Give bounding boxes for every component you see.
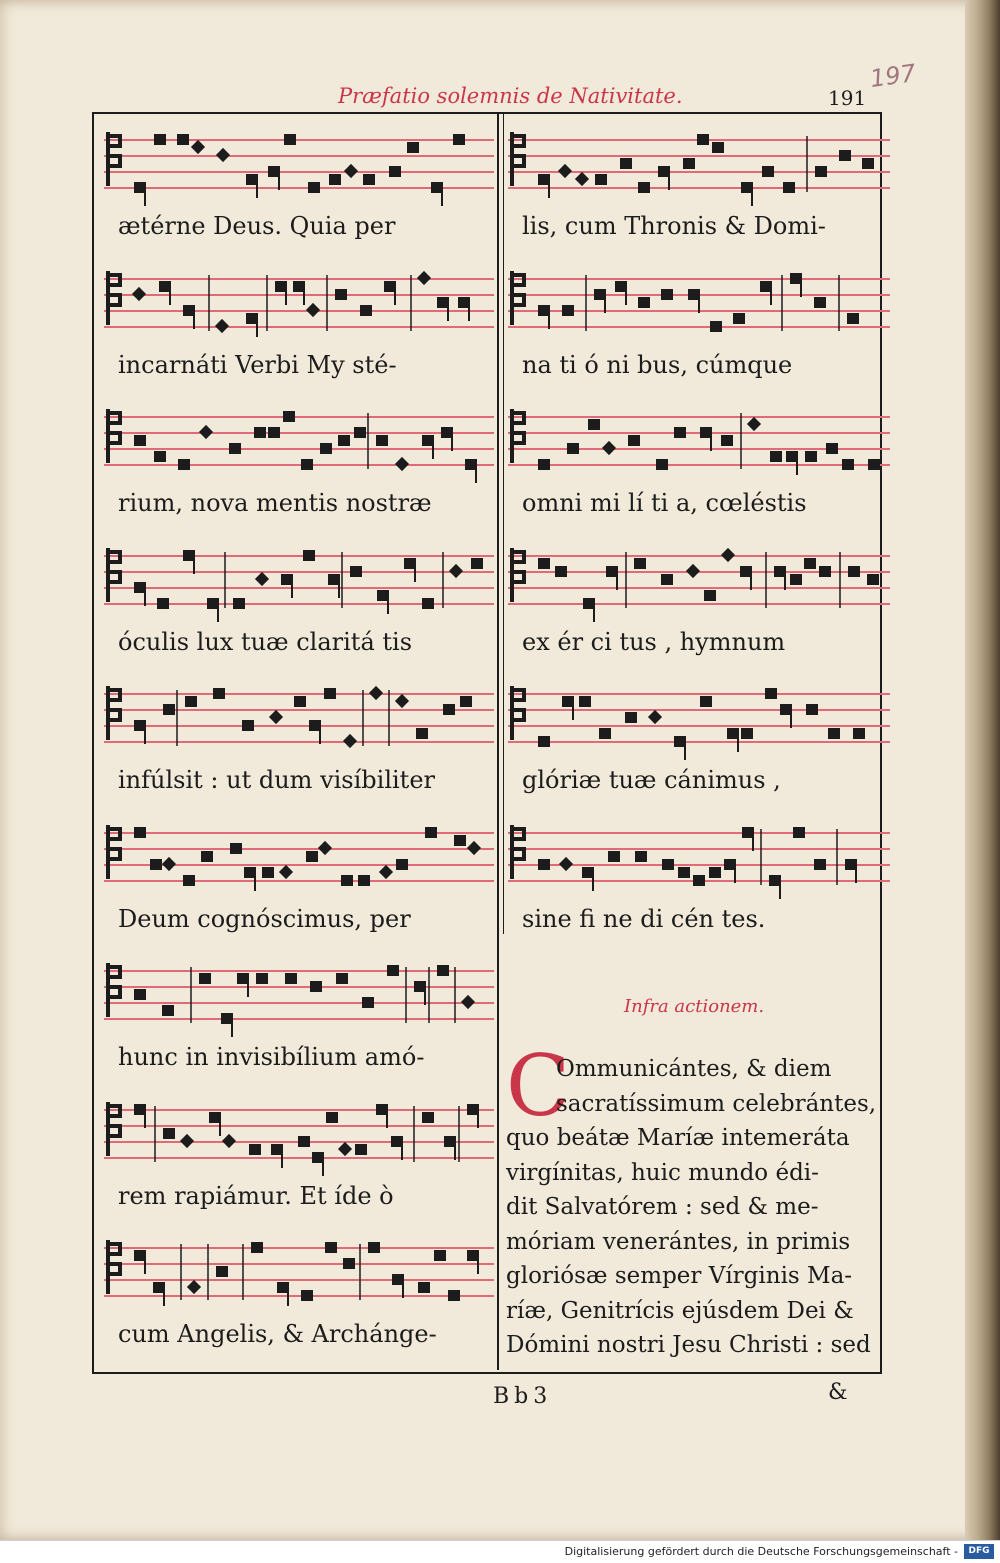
neume-note bbox=[329, 174, 341, 185]
lyric-line: cum Angelis, & Archánge- bbox=[118, 1320, 437, 1348]
neume-note bbox=[416, 728, 428, 739]
neume-note bbox=[437, 297, 449, 308]
chant-staff bbox=[104, 265, 494, 345]
prose-line: Dómini nostri Jesu Christi : sed bbox=[506, 1332, 871, 1358]
neume-note bbox=[848, 566, 860, 577]
neume-note bbox=[805, 451, 817, 462]
lyric-line: ætérne Deus. Quia per bbox=[118, 212, 396, 240]
neume-note bbox=[308, 182, 320, 193]
neume-note bbox=[324, 688, 336, 699]
neume-note bbox=[306, 851, 318, 862]
neume-note bbox=[467, 840, 481, 854]
neume-note bbox=[301, 459, 313, 470]
neume-note bbox=[431, 182, 443, 193]
neume-note bbox=[318, 840, 332, 854]
neume-note bbox=[216, 1266, 228, 1277]
neume-note bbox=[414, 981, 426, 992]
neume-note bbox=[443, 704, 455, 715]
neume-note bbox=[215, 318, 229, 332]
neume-note bbox=[320, 443, 332, 454]
lyric-line: sine fi ne di cén tes. bbox=[522, 904, 766, 933]
neume-note bbox=[162, 1005, 174, 1016]
lyric-line: na ti ó ni bus, cúmque bbox=[522, 350, 793, 379]
neume-note bbox=[384, 281, 396, 292]
neume-note bbox=[656, 459, 668, 470]
neume-note bbox=[806, 704, 818, 715]
neume-note bbox=[335, 289, 347, 300]
neume-note bbox=[271, 1144, 283, 1155]
neume-note bbox=[710, 321, 722, 332]
neume-note bbox=[132, 286, 146, 300]
neume-note bbox=[201, 851, 213, 862]
neume-note bbox=[163, 1128, 175, 1139]
neume-note bbox=[229, 443, 241, 454]
chant-staff bbox=[104, 403, 494, 483]
neume-note bbox=[770, 451, 782, 462]
neume-note bbox=[562, 696, 574, 707]
prose-line: móriam venerántes, in primis bbox=[506, 1228, 851, 1255]
neume-note bbox=[648, 710, 662, 724]
neume-note bbox=[688, 289, 700, 300]
neume-note bbox=[221, 1013, 233, 1024]
neume-note bbox=[721, 435, 733, 446]
lyric-line: ex ér ci tus , hymnum bbox=[522, 627, 786, 656]
neume-note bbox=[790, 273, 802, 284]
neume-note bbox=[661, 289, 673, 300]
neume-note bbox=[395, 457, 409, 471]
neume-note bbox=[628, 435, 640, 446]
neume-note bbox=[819, 566, 831, 577]
neume-note bbox=[294, 696, 306, 707]
chant-staff bbox=[104, 680, 494, 760]
neume-note bbox=[233, 598, 245, 609]
neume-note bbox=[207, 598, 219, 609]
neume-note bbox=[343, 1258, 355, 1269]
neume-note bbox=[441, 427, 453, 438]
neume-note bbox=[422, 1112, 434, 1123]
neume-note bbox=[606, 566, 618, 577]
neume-note bbox=[567, 443, 579, 454]
neume-note bbox=[635, 851, 647, 862]
neume-note bbox=[741, 728, 753, 739]
neume-note bbox=[358, 875, 370, 886]
lyric-line: lis, cum Thronis & Domi- bbox=[522, 212, 826, 240]
neume-note bbox=[180, 1133, 194, 1147]
prose-line: ríæ, Genitrícis ejúsdem Dei & bbox=[506, 1297, 854, 1324]
neume-note bbox=[153, 1282, 165, 1293]
neume-note bbox=[538, 459, 550, 470]
section-heading: Infra actionem. bbox=[624, 996, 765, 1017]
lyric-line: rium, nova mentis nostræ bbox=[118, 489, 432, 517]
neume-note bbox=[674, 427, 686, 438]
drop-initial: C bbox=[506, 1037, 571, 1135]
neume-note bbox=[793, 827, 805, 838]
neume-note bbox=[251, 1242, 263, 1253]
neume-note bbox=[615, 281, 627, 292]
neume-note bbox=[678, 867, 690, 878]
neume-note bbox=[741, 182, 753, 193]
neume-note bbox=[341, 875, 353, 886]
neume-note bbox=[762, 166, 774, 177]
neume-note bbox=[683, 158, 695, 169]
neume-note bbox=[826, 443, 838, 454]
neume-note bbox=[244, 867, 256, 878]
neume-note bbox=[162, 856, 176, 870]
neume-note bbox=[392, 1274, 404, 1285]
neume-note bbox=[740, 566, 752, 577]
neume-note bbox=[183, 875, 195, 886]
neume-note bbox=[422, 598, 434, 609]
lyric-line: rem rapiámur. Et íde ò bbox=[118, 1181, 394, 1210]
neume-note bbox=[298, 1136, 310, 1147]
neume-note bbox=[355, 1144, 367, 1155]
neume-note bbox=[638, 182, 650, 193]
neume-note bbox=[303, 550, 315, 561]
chant-staff bbox=[508, 542, 890, 622]
neume-note bbox=[343, 734, 357, 748]
neume-note bbox=[344, 164, 358, 178]
folio-mark: 197 bbox=[868, 58, 918, 94]
neume-note bbox=[638, 297, 650, 308]
neume-note bbox=[191, 140, 205, 154]
neume-note bbox=[620, 158, 632, 169]
neume-note bbox=[269, 710, 283, 724]
neume-note bbox=[658, 166, 670, 177]
neume-note bbox=[310, 981, 322, 992]
neume-note bbox=[538, 305, 550, 316]
neume-note bbox=[594, 289, 606, 300]
lyric-line: óculis lux tuæ claritá tis bbox=[118, 627, 413, 656]
neume-note bbox=[134, 827, 146, 838]
column-divider bbox=[497, 114, 499, 1370]
neume-note bbox=[242, 720, 254, 731]
neume-note bbox=[387, 965, 399, 976]
neume-note bbox=[326, 1112, 338, 1123]
neume-note bbox=[747, 417, 761, 431]
neume-note bbox=[448, 1290, 460, 1301]
neume-note bbox=[828, 728, 840, 739]
neume-note bbox=[674, 736, 686, 747]
neume-note bbox=[790, 574, 802, 585]
neume-note bbox=[209, 1112, 221, 1123]
page-edge bbox=[965, 0, 1000, 1540]
neume-note bbox=[625, 712, 637, 723]
neume-note bbox=[538, 558, 550, 569]
neume-note bbox=[700, 427, 712, 438]
neume-note bbox=[185, 696, 197, 707]
lyric-line: glóriæ tuæ cánimus , bbox=[522, 766, 781, 794]
neume-note bbox=[588, 419, 600, 430]
neume-note bbox=[199, 425, 213, 439]
neume-note bbox=[814, 859, 826, 870]
neume-note bbox=[376, 1104, 388, 1115]
chant-staff bbox=[104, 1234, 494, 1314]
neume-note bbox=[150, 859, 162, 870]
neume-note bbox=[599, 728, 611, 739]
neume-note bbox=[444, 1136, 456, 1147]
neume-note bbox=[285, 973, 297, 984]
neume-note bbox=[159, 281, 171, 292]
prose-line: virgínitas, huic mundo édi- bbox=[506, 1159, 819, 1186]
lyric-line: infúlsit : ut dum visíbiliter bbox=[118, 766, 436, 794]
neume-note bbox=[376, 435, 388, 446]
neume-note bbox=[277, 1282, 289, 1293]
chant-staff bbox=[508, 680, 890, 760]
neume-note bbox=[404, 558, 416, 569]
neume-note bbox=[709, 867, 721, 878]
neume-note bbox=[769, 875, 781, 886]
neume-note bbox=[230, 843, 242, 854]
chant-staff bbox=[104, 542, 494, 622]
neume-note bbox=[213, 688, 225, 699]
neume-note bbox=[309, 720, 321, 731]
neume-note bbox=[783, 182, 795, 193]
neume-note bbox=[368, 1242, 380, 1253]
neume-note bbox=[425, 827, 437, 838]
neume-note bbox=[279, 864, 293, 878]
neume-note bbox=[262, 867, 274, 878]
neume-note bbox=[134, 989, 146, 1000]
neume-note bbox=[559, 856, 573, 870]
neume-note bbox=[134, 1104, 146, 1115]
catchword: & bbox=[828, 1380, 848, 1405]
neume-note bbox=[407, 142, 419, 153]
neume-note bbox=[697, 134, 709, 145]
neume-note bbox=[575, 172, 589, 186]
neume-note bbox=[458, 297, 470, 308]
neume-note bbox=[853, 728, 865, 739]
neume-note bbox=[454, 835, 466, 846]
neume-note bbox=[814, 297, 826, 308]
chant-staff bbox=[508, 403, 890, 483]
neume-note bbox=[868, 459, 880, 470]
neume-note bbox=[602, 441, 616, 455]
neume-note bbox=[379, 864, 393, 878]
neume-note bbox=[742, 827, 754, 838]
neume-note bbox=[134, 1250, 146, 1261]
neume-note bbox=[465, 459, 477, 470]
prose-block bbox=[506, 1052, 878, 1363]
neume-note bbox=[362, 997, 374, 1008]
neume-note bbox=[187, 1280, 201, 1294]
neume-note bbox=[418, 1282, 430, 1293]
prose-line: quo beátæ Maríæ intemeráta bbox=[506, 1125, 850, 1151]
neume-note bbox=[256, 973, 268, 984]
neume-note bbox=[281, 574, 293, 585]
neume-note bbox=[199, 973, 211, 984]
neume-note bbox=[661, 574, 673, 585]
neume-note bbox=[538, 859, 550, 870]
neume-note bbox=[845, 859, 857, 870]
neume-note bbox=[246, 313, 258, 324]
neume-note bbox=[815, 166, 827, 177]
neume-note bbox=[157, 598, 169, 609]
neume-note bbox=[246, 174, 258, 185]
running-title: Præfatio solemnis de Nativitate. bbox=[338, 84, 683, 108]
neume-note bbox=[727, 728, 739, 739]
neume-note bbox=[284, 134, 296, 145]
neume-note bbox=[134, 582, 146, 593]
column-divider-inner bbox=[503, 114, 504, 934]
neume-note bbox=[453, 134, 465, 145]
neume-note bbox=[417, 270, 431, 284]
neume-note bbox=[693, 875, 705, 886]
neume-note bbox=[862, 158, 874, 169]
neume-note bbox=[249, 1144, 261, 1155]
neume-note bbox=[154, 451, 166, 462]
neume-note bbox=[437, 965, 449, 976]
neume-note bbox=[354, 427, 366, 438]
neume-note bbox=[842, 459, 854, 470]
prose-line: dit Salvatórem : sed & me- bbox=[506, 1194, 819, 1220]
neume-note bbox=[183, 550, 195, 561]
lyric-line: Deum cognóscimus, per bbox=[118, 904, 411, 933]
signature-mark: Bb3 bbox=[493, 1384, 553, 1409]
neume-note bbox=[391, 1136, 403, 1147]
neume-note bbox=[555, 566, 567, 577]
neume-note bbox=[595, 174, 607, 185]
neume-note bbox=[377, 590, 389, 601]
lyric-line: hunc in invisibílium amó- bbox=[118, 1043, 425, 1071]
neume-note bbox=[306, 302, 320, 316]
neume-note bbox=[582, 867, 594, 878]
neume-note bbox=[562, 305, 574, 316]
neume-note bbox=[328, 574, 340, 585]
neume-note bbox=[704, 590, 716, 601]
neume-note bbox=[237, 973, 249, 984]
neume-note bbox=[786, 451, 798, 462]
neume-note bbox=[733, 313, 745, 324]
neume-note bbox=[449, 563, 463, 577]
neume-note bbox=[360, 305, 372, 316]
neume-note bbox=[312, 1152, 324, 1163]
neume-note bbox=[712, 142, 724, 153]
neume-note bbox=[134, 435, 146, 446]
neume-note bbox=[471, 558, 483, 569]
lyric-line: incarnáti Verbi My sté- bbox=[118, 350, 397, 379]
neume-note bbox=[325, 1242, 337, 1253]
chant-staff bbox=[104, 126, 494, 206]
neume-note bbox=[847, 313, 859, 324]
funding-credit: Digitalisierung gefördert durch die Deutsche Forschungsgemeinschaft - bbox=[564, 1545, 958, 1558]
neume-note bbox=[774, 566, 786, 577]
neume-note bbox=[724, 859, 736, 870]
prose-line: Ommunicántes, & diem bbox=[556, 1056, 832, 1082]
neume-note bbox=[134, 720, 146, 731]
neume-note bbox=[395, 694, 409, 708]
neume-note bbox=[467, 1104, 479, 1115]
neume-note bbox=[867, 574, 879, 585]
neume-note bbox=[700, 696, 712, 707]
neume-note bbox=[422, 435, 434, 446]
neume-note bbox=[216, 148, 230, 162]
neume-note bbox=[461, 995, 475, 1009]
neume-note bbox=[177, 134, 189, 145]
neume-note bbox=[579, 696, 591, 707]
neume-note bbox=[183, 305, 195, 316]
neume-note bbox=[662, 859, 674, 870]
neume-note bbox=[301, 1290, 313, 1301]
neume-note bbox=[608, 851, 620, 862]
neume-note bbox=[255, 571, 269, 585]
neume-note bbox=[222, 1133, 236, 1147]
neume-note bbox=[467, 1250, 479, 1261]
neume-note bbox=[583, 598, 595, 609]
neume-note bbox=[369, 686, 383, 700]
neume-note bbox=[396, 859, 408, 870]
neume-note bbox=[293, 281, 305, 292]
neume-note bbox=[839, 150, 851, 161]
neume-note bbox=[338, 435, 350, 446]
neume-note bbox=[275, 281, 287, 292]
neume-note bbox=[634, 558, 646, 569]
neume-note bbox=[538, 174, 550, 185]
neume-note bbox=[336, 973, 348, 984]
neume-note bbox=[254, 427, 266, 438]
neume-note bbox=[780, 704, 792, 715]
neume-note bbox=[389, 166, 401, 177]
neume-note bbox=[686, 563, 700, 577]
chant-staff bbox=[508, 265, 890, 345]
digitization-footer bbox=[0, 1540, 1000, 1563]
neume-note bbox=[558, 164, 572, 178]
neume-note bbox=[154, 134, 166, 145]
neume-note bbox=[163, 704, 175, 715]
neume-note bbox=[760, 281, 772, 292]
neume-note bbox=[538, 736, 550, 747]
neume-note bbox=[134, 182, 146, 193]
page-number: 191 bbox=[828, 86, 867, 110]
lyric-line: omni mi lí ti a, cœléstis bbox=[522, 489, 807, 517]
neume-note bbox=[804, 558, 816, 569]
neume-note bbox=[338, 1141, 352, 1155]
neume-note bbox=[434, 1250, 446, 1261]
neume-note bbox=[765, 688, 777, 699]
neume-note bbox=[178, 459, 190, 470]
neume-note bbox=[283, 411, 295, 422]
neume-note bbox=[268, 427, 280, 438]
neume-note bbox=[268, 166, 280, 177]
chant-staff bbox=[508, 819, 890, 899]
prose-line: sacratíssimum celebrántes, bbox=[556, 1090, 877, 1117]
dfg-logo-icon: DFG bbox=[964, 1544, 994, 1559]
prose-line: gloriósæ semper Vírginis Ma- bbox=[506, 1263, 853, 1289]
chant-staff bbox=[104, 1096, 494, 1176]
neume-note bbox=[721, 547, 735, 561]
neume-note bbox=[363, 174, 375, 185]
chant-staff bbox=[104, 819, 494, 899]
chant-staff bbox=[508, 126, 890, 206]
chant-staff bbox=[104, 957, 494, 1037]
neume-note bbox=[350, 566, 362, 577]
neume-note bbox=[460, 696, 472, 707]
